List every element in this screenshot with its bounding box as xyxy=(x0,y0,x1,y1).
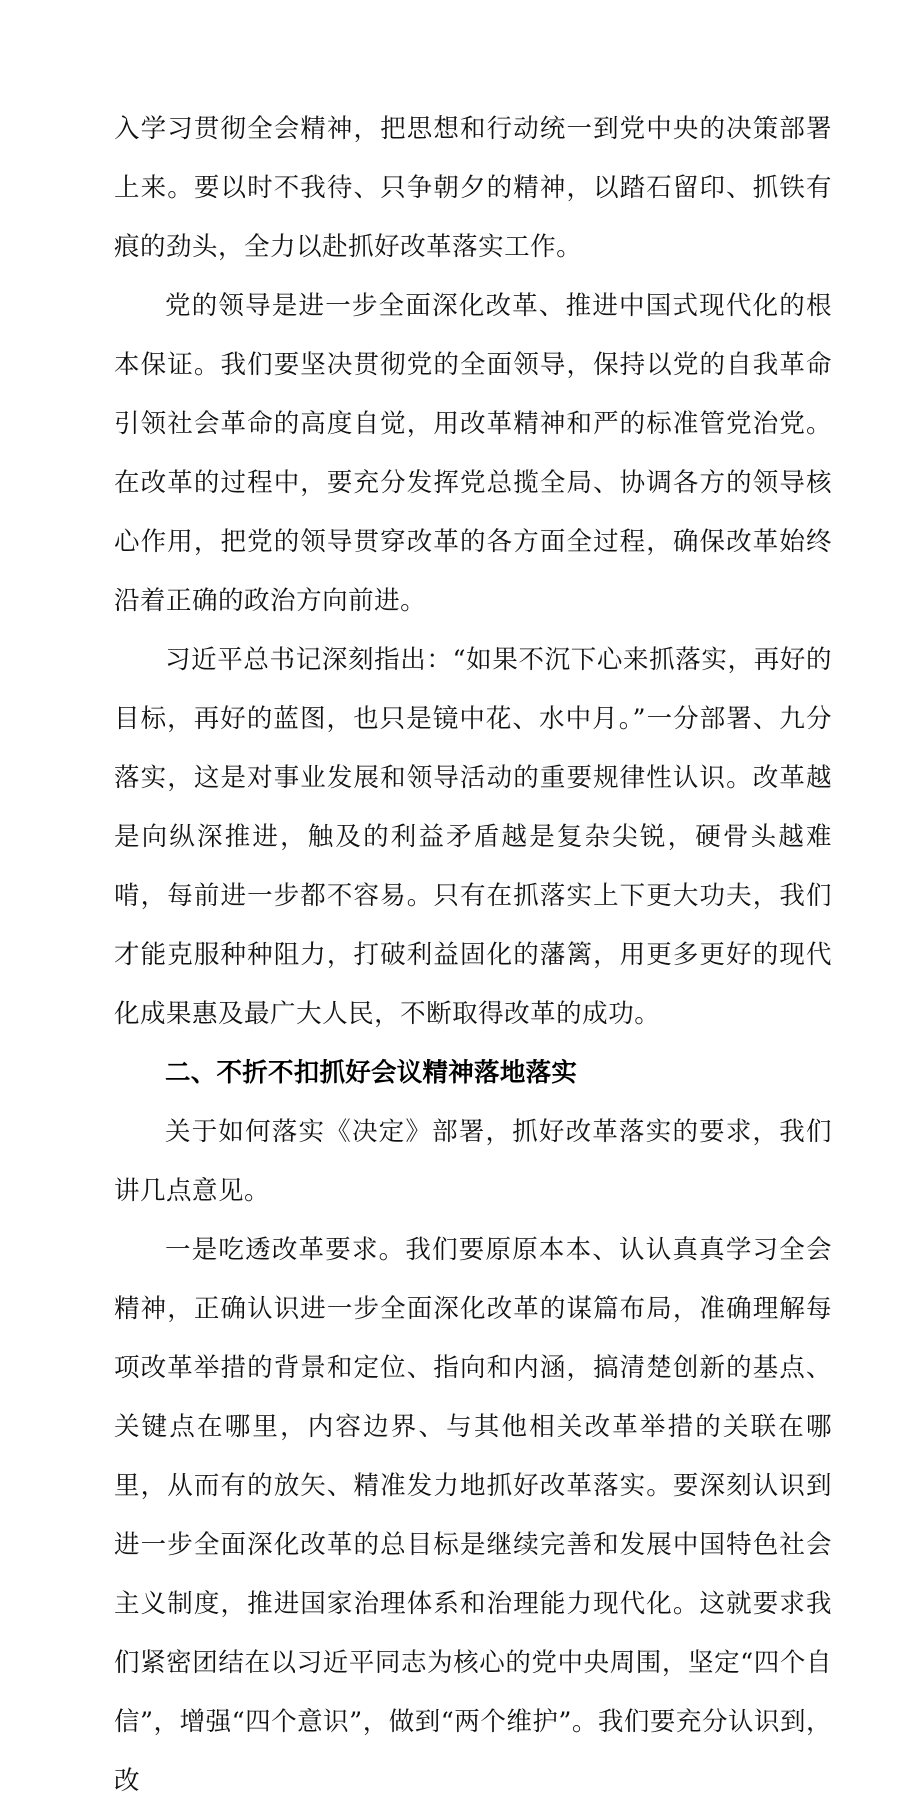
paragraph-point-one-understand-reform: 一是吃透改革要求。我们要原原本本、认认真真学习全会精神，正确认识进一步全面深化改革的谋篇布局，准确理解每项改革举措的背景和定位、指向和内涵，搞清楚创新的基点、关键点在哪里，内容边界、与其他相关改革举措的关联在哪里，从而有的放矢、精准发力地抓好改革落实。要深刻认识到进一步全面深化改革的总目标是继续完善和发展中国特色社会主义制度，推进国家治理体系和治理能力现代化。这就要求我们紧密团结在以习近平同志为核心的党中央周围，坚定“四个自信”，增强“四个意识”，做到“两个维护”。我们要充分认识到，改 xyxy=(114,1235,832,1796)
section-heading-two: 二、不折不扣抓好会议精神落地落实 xyxy=(165,1058,578,1088)
paragraph-party-leadership: 党的领导是进一步全面深化改革、推进中国式现代化的根本保证。我们要坚决贯彻党的全面领导，保持以党的自我革命引领社会革命的高度自觉，用改革精神和严的标准管党治党。在改革的过程中，要充分发挥党总揽全局、协调各方的领导核心作用，把党的领导贯穿改革的各方面全过程，确保改革始终沿着正确的政治方向前进。 xyxy=(114,291,832,616)
paragraph-intro-opinions: 关于如何落实《决定》部署，抓好改革落实的要求，我们讲几点意见。 xyxy=(114,1117,832,1206)
paragraph-continuation-reform-implementation: 入学习贯彻全会精神，把思想和行动统一到党中央的决策部署上来。要以时不我待、只争朝夕的精神，以踏石留印、抓铁有痕的劲头，全力以赴抓好改革落实工作。 xyxy=(114,114,832,262)
paragraph-xi-quote: 习近平总书记深刻指出：“如果不沉下心来抓落实，再好的目标，再好的蓝图，也只是镜中花、水中月。”一分部署、九分落实，这是对事业发展和领导活动的重要规律性认识。改革越是向纵深推进，触及的利益矛盾越是复杂尖锐，硬骨头越难啃，每前进一步都不容易。只有在抓落实上下更大功夫，我们才能克服种种阻力，打破利益固化的藩篱，用更多更好的现代化成果惠及最广大人民，不断取得改革的成功。 xyxy=(114,645,832,1029)
document-body xyxy=(114,100,832,1811)
